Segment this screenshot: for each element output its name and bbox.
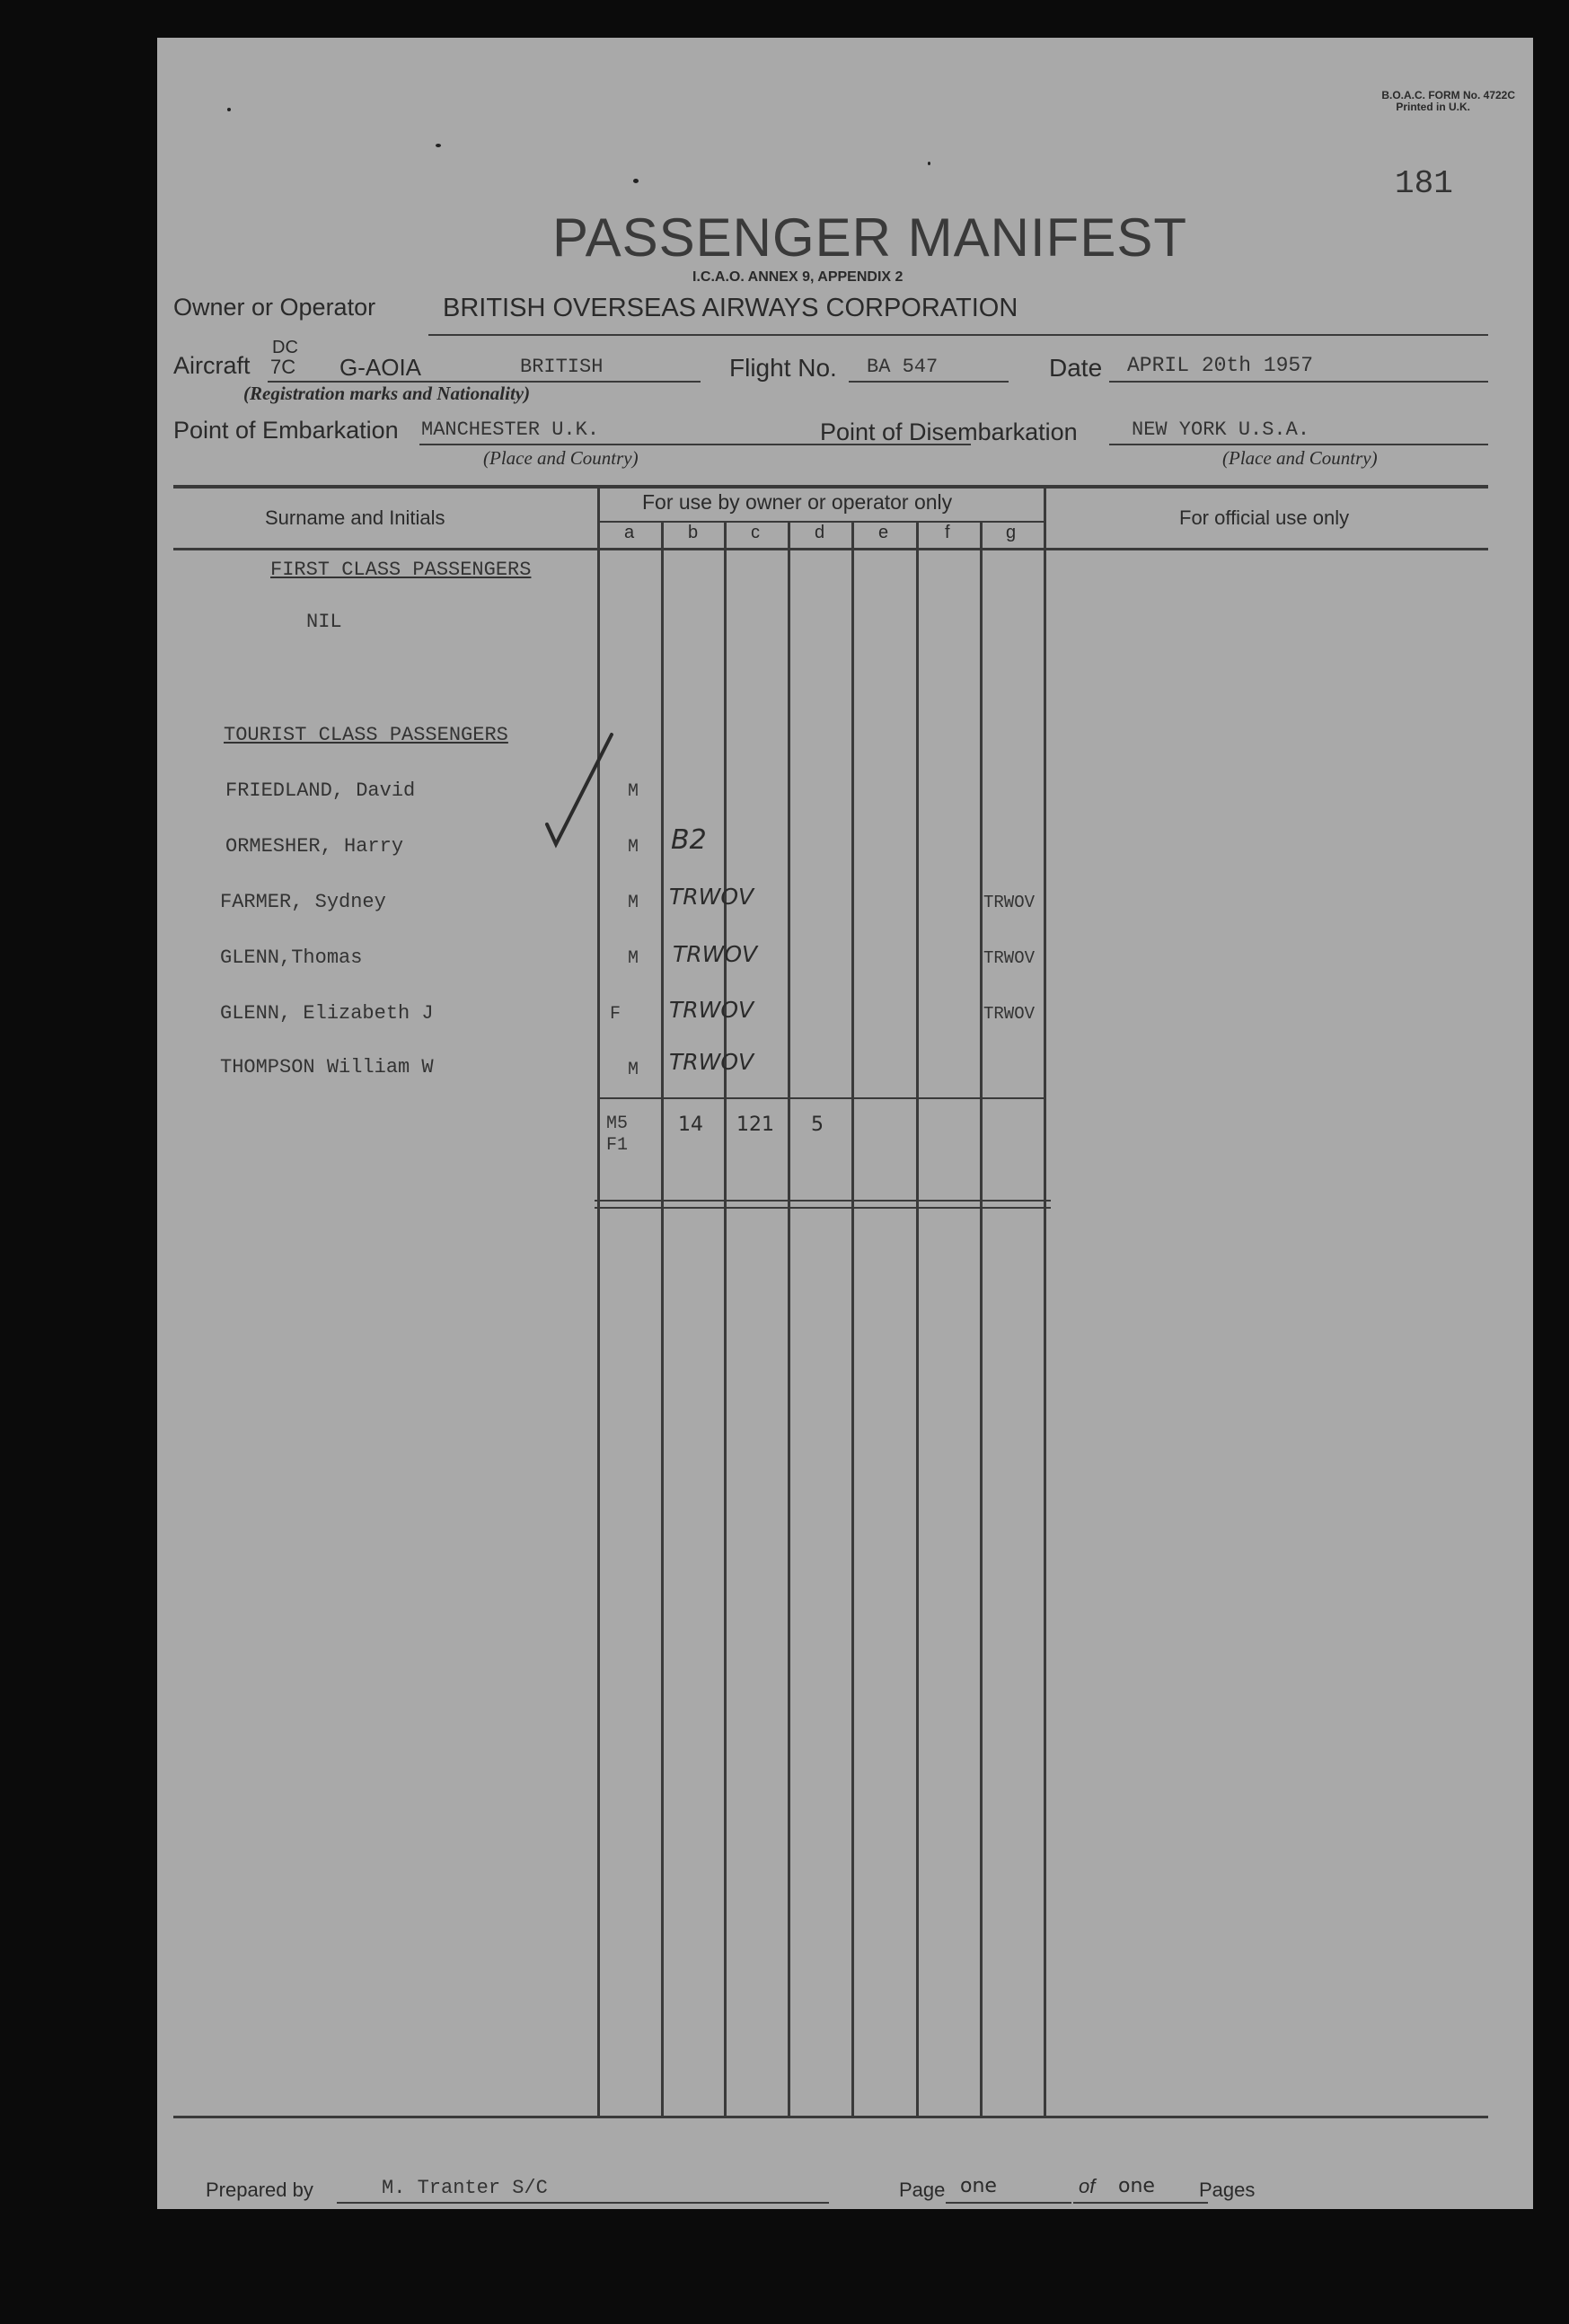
disembarkation-underline — [1109, 444, 1488, 445]
page-label: Page — [899, 2179, 946, 2201]
prepared-by-value: M. Tranter S/C — [382, 2177, 548, 2199]
totals-top-rule — [597, 1097, 1046, 1099]
table-header-rule — [173, 548, 1488, 550]
form-number: B.O.A.C. FORM No. 4722C Printed in U.K. — [1381, 89, 1515, 113]
column-rule-c — [724, 521, 727, 2116]
first-class-heading: FIRST CLASS PASSENGERS — [270, 559, 532, 581]
date-value: APRIL 20th 1957 — [1127, 354, 1314, 377]
embarkation-label: Point of Embarkation — [173, 417, 399, 444]
passenger-sex: M — [628, 837, 639, 858]
aircraft-registration: G-AOIA — [339, 354, 422, 381]
check-mark-icon — [543, 731, 615, 849]
passenger-code-b: TRWOV — [673, 941, 758, 967]
column-rule-g — [980, 521, 983, 2116]
flight-value: BA 547 — [867, 356, 939, 378]
page-underline — [946, 2202, 1071, 2204]
owner-label: Owner or Operator — [173, 294, 376, 321]
speck — [227, 108, 231, 111]
totals-c: 121 — [736, 1114, 774, 1136]
sub-header-c: c — [751, 523, 760, 542]
aircraft-type-top: DC — [272, 338, 298, 357]
of-value: one — [1118, 2175, 1155, 2197]
sub-header-b: b — [688, 523, 699, 542]
sub-header-e: e — [878, 523, 889, 542]
official-column-header: For official use only — [1179, 506, 1350, 529]
speck — [633, 179, 639, 183]
passenger-code-g: TRWOV — [983, 893, 1036, 912]
passenger-sex: M — [628, 948, 639, 969]
table-bottom-rule — [173, 2116, 1488, 2118]
date-label: Date — [1049, 354, 1103, 382]
manifest-sheet — [157, 38, 1533, 2209]
column-rule-e — [851, 521, 854, 2116]
column-rule-d — [788, 521, 790, 2116]
disembarkation-value: NEW YORK U.S.A. — [1132, 418, 1310, 441]
passenger-name: THOMPSON William W — [220, 1056, 434, 1078]
totals-b: 14 — [678, 1114, 703, 1136]
tourist-class-heading: TOURIST CLASS PASSENGERS — [224, 724, 508, 746]
sub-header-a: a — [624, 523, 635, 542]
page-subtitle: I.C.A.O. ANNEX 9, APPENDIX 2 — [692, 269, 903, 285]
passenger-sex: M — [628, 1060, 639, 1080]
sub-header-g: g — [1006, 523, 1017, 542]
surname-column-header: Surname and Initials — [265, 506, 445, 529]
embarkation-note: (Place and Country) — [483, 447, 639, 469]
passenger-code-b: TRWOV — [669, 1049, 754, 1075]
sub-header-f: f — [945, 523, 950, 542]
page-number: 181 — [1395, 165, 1453, 202]
operator-column-header: For use by owner or operator only — [642, 490, 953, 514]
aircraft-type: 7C — [270, 356, 296, 378]
passenger-name: GLENN,Thomas — [220, 946, 363, 969]
passenger-name: GLENN, Elizabeth J — [220, 1002, 434, 1025]
passenger-sex: F — [610, 1004, 621, 1025]
page-title: PASSENGER MANIFEST — [552, 207, 1188, 268]
registration-note: (Registration marks and Nationality) — [243, 383, 531, 404]
disembarkation-label: Point of Disembarkation — [820, 418, 1078, 445]
owner-value: BRITISH OVERSEAS AIRWAYS CORPORATION — [443, 294, 1018, 322]
owner-underline — [428, 334, 1488, 336]
passenger-code-b: B2 — [671, 824, 707, 856]
column-rule-b — [661, 521, 664, 2116]
aircraft-label: Aircraft — [173, 352, 251, 379]
date-underline — [1109, 381, 1488, 383]
table-top-rule — [173, 485, 1488, 489]
passenger-code-b: TRWOV — [669, 884, 754, 910]
of-underline — [1073, 2202, 1208, 2204]
disembarkation-note: (Place and Country) — [1222, 447, 1378, 469]
passenger-code-b: TRWOV — [669, 997, 754, 1023]
passenger-code-g: TRWOV — [983, 1004, 1036, 1024]
flight-underline — [849, 381, 1009, 383]
passenger-name: FARMER, Sydney — [220, 891, 386, 913]
prepared-by-underline — [337, 2202, 829, 2204]
totals-sex-count: M5 F1 — [606, 1114, 629, 1156]
first-class-nil: NIL — [306, 611, 342, 633]
totals-d: 5 — [811, 1114, 824, 1136]
passenger-name: ORMESHER, Harry — [225, 835, 404, 858]
embarkation-value: MANCHESTER U.K. — [421, 418, 600, 441]
page-value: one — [960, 2175, 997, 2197]
sub-header-d: d — [815, 523, 825, 542]
passenger-sex: M — [628, 893, 639, 913]
flight-label: Flight No. — [729, 354, 837, 382]
prepared-by-label: Prepared by — [206, 2179, 313, 2201]
passenger-name: FRIEDLAND, David — [225, 779, 416, 802]
aircraft-nationality: BRITISH — [520, 356, 604, 378]
column-rule-f — [916, 521, 919, 2116]
passenger-code-g: TRWOV — [983, 948, 1036, 968]
speck — [928, 162, 930, 165]
speck — [436, 144, 441, 147]
column-rule-official — [1044, 489, 1046, 2116]
of-label: of — [1079, 2175, 1096, 2197]
pages-label: Pages — [1199, 2179, 1256, 2201]
passenger-sex: M — [628, 781, 639, 802]
